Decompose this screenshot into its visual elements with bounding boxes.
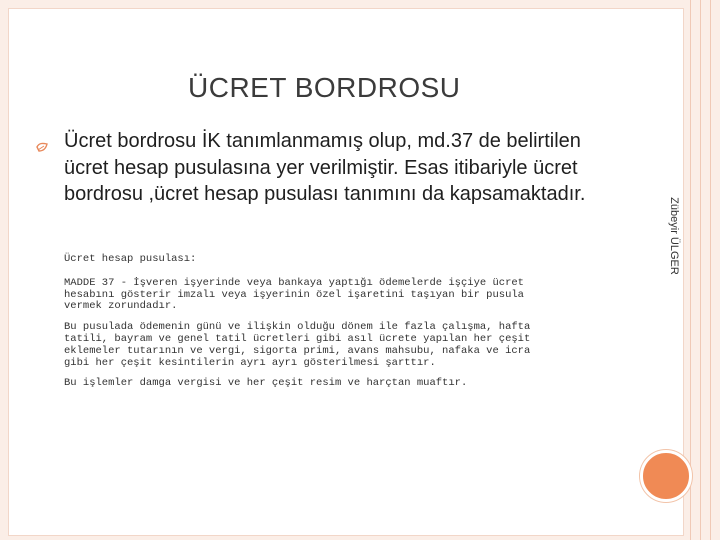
decor-line bbox=[690, 0, 691, 540]
excerpt-paragraph: Bu işlemler damga vergisi ve her çeşit resim ve harçtan muaftır. bbox=[64, 377, 468, 390]
excerpt-paragraph: Bu pusulada ödemenin günü ve ilişkin olduğu dönem ile fazla çalışma, hafta tatili, bayram ve genel tatil ücretleri gibi asıl ücrete yapılan her çeşit eklemeler tutarının ve vergi, sigorta primi, avans mahsubu, nafaka ve icra gibi her çeşit kesintilerin ayrı ayrı gösterilmesi şarttır. bbox=[64, 321, 531, 369]
page-title: ÜCRET BORDROSU bbox=[188, 72, 461, 103]
scanned-law-excerpt bbox=[64, 254, 534, 399]
excerpt-paragraph: MADDE 37 - İşveren işyerinde veya bankaya yaptığı ödemelerde işçiye ücret hesabını gösterir imzalı veya işyerinin özel işaretini taşıyan bir pusula vermek zorundadır. bbox=[64, 276, 524, 313]
leaf-bullet-icon bbox=[36, 140, 48, 152]
decorative-circle bbox=[640, 450, 692, 502]
excerpt-heading: Ücret hesap pusulası: bbox=[64, 253, 197, 265]
author-text: Zübeyir ÜLGER bbox=[668, 197, 680, 275]
decor-line bbox=[710, 0, 711, 540]
bullet-paragraph: Ücret bordrosu İK tanımlanmamış olup, md.37 de belirtilen ücret hesap pusulasına yer verilmiştir. Esas itibariyle ücret bordrosu ,ücret hesap pusulası tanımını da kapsamaktadır. bbox=[64, 130, 586, 205]
decor-line bbox=[700, 0, 701, 540]
author-label bbox=[667, 196, 681, 276]
